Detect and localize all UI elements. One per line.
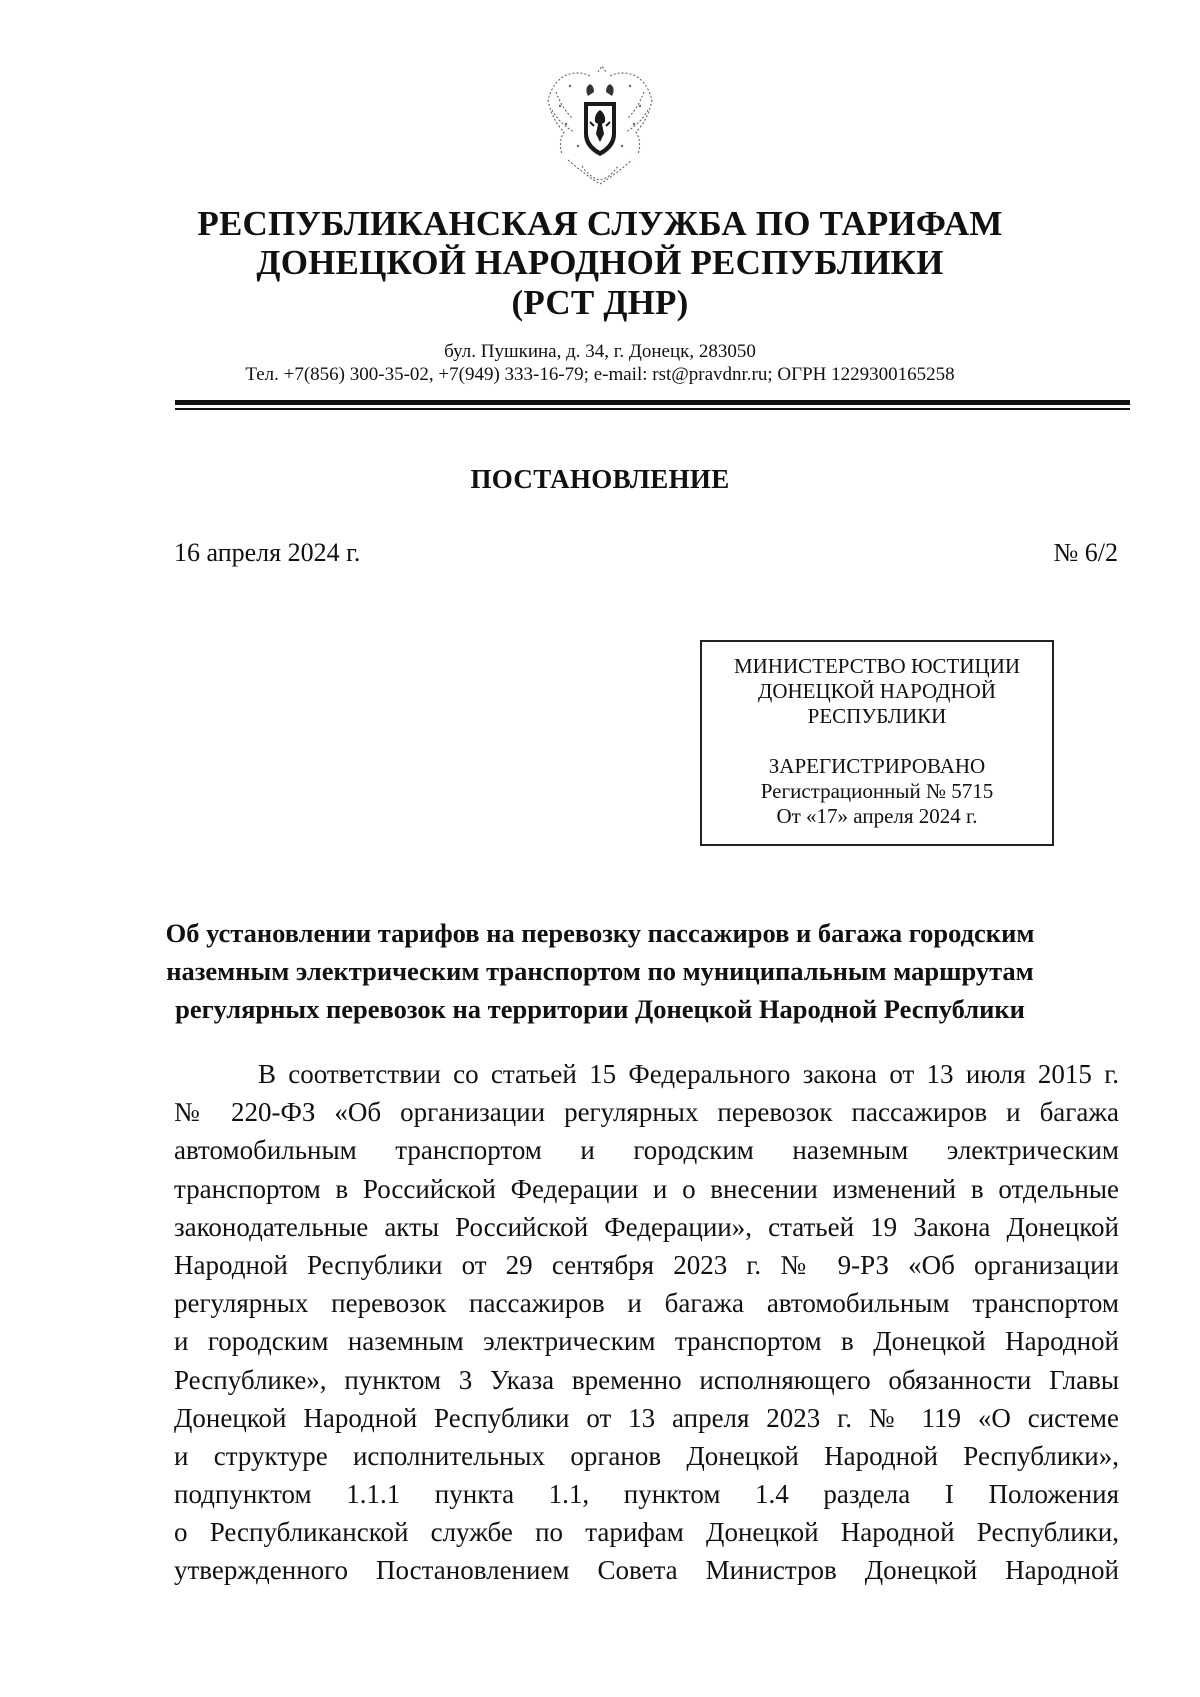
stamp-registration-number: Регистрационный № 5715: [760, 779, 994, 803]
subject-line: Об установлении тарифов на перевозку пассажиров и багажа городским: [165, 918, 1035, 948]
document-subject: [150, 914, 1050, 1028]
stamp-registered-label: ЗАРЕГИСТРИРОВАНО: [768, 754, 986, 778]
body-line: о Республиканской службе по тарифам Донецкой Народной Республики,: [174, 1517, 1119, 1548]
body-line: утвержденного Постановлением Совета Министров Донецкой Народной: [174, 1555, 1119, 1586]
subject-line: регулярных перевозок на территории Донецкой Народной Республики: [175, 994, 1025, 1024]
organization-name-line-2: ДОНЕЦКОЙ НАРОДНОЙ РЕСПУБЛИКИ: [256, 243, 944, 282]
organization-contacts: Тел. +7(856) 300-35-02, +7(949) 333-16-79; e-mail: rst@pravdnr.ru; ОГРН 1229300165258: [245, 364, 955, 385]
registration-stamp: [700, 640, 1054, 846]
header-divider-thin: [175, 408, 1130, 410]
coat-of-arms-icon: [538, 62, 662, 190]
body-line: автомобильным транспортом и городским наземным электрическим: [174, 1135, 1119, 1166]
body-line: Донецкой Народной Республики от 13 апреля 2023 г. № 119 «О системе: [174, 1402, 1119, 1433]
document-body: [174, 1055, 1119, 1590]
document-date: 16 апреля 2024 г.: [174, 538, 361, 567]
organization-address: бул. Пушкина, д. 34, г. Донецк, 283050: [444, 341, 756, 362]
body-line: Народной Республики от 29 сентября 2023 г. № 9-РЗ «Об организации: [174, 1249, 1119, 1280]
stamp-line: МИНИСТЕРСТВО ЮСТИЦИИ: [733, 654, 1021, 678]
body-line: транспортом в Российской Федерации и о внесении изменений в отдельные: [174, 1173, 1119, 1204]
body-line: В соответствии со статьей 15 Федерального закона от 13 июля 2015 г.: [258, 1059, 1119, 1089]
body-line: законодательные акты Российской Федерации», статьей 19 Закона Донецкой: [174, 1211, 1119, 1242]
stamp-line: РЕСПУБЛИКИ: [807, 704, 947, 728]
subject-line: наземным электрическим транспортом по муниципальным маршрутам: [166, 956, 1034, 986]
document-number: № 6/2: [1053, 538, 1118, 567]
stamp-registration-date: От «17» апреля 2024 г.: [776, 804, 978, 828]
organization-name-line-1: РЕСПУБЛИКАНСКАЯ СЛУЖБА ПО ТАРИФАМ: [197, 204, 1003, 243]
body-line: подпунктом 1.1.1 пункта 1.1, пунктом 1.4 раздела I Положения: [174, 1479, 1119, 1510]
stamp-line: ДОНЕЦКОЙ НАРОДНОЙ: [758, 679, 996, 703]
body-line: регулярных перевозок пассажиров и багажа автомобильным транспортом: [174, 1288, 1119, 1319]
body-line: и городским наземным электрическим транспортом в Донецкой Народной: [174, 1326, 1119, 1357]
body-line: и структуре исполнительных органов Донецкой Народной Республики»,: [174, 1440, 1119, 1471]
header-divider-thick: [175, 400, 1130, 405]
document-type-title: ПОСТАНОВЛЕНИЕ: [470, 464, 730, 494]
stamp-spacer: [702, 729, 1052, 754]
body-line: № 220-ФЗ «Об организации регулярных перевозок пассажиров и багажа: [174, 1097, 1119, 1128]
body-line: Республике», пунктом 3 Указа временно исполняющего обязанности Главы: [174, 1364, 1119, 1395]
organization-abbreviation: (РСТ ДНР): [511, 283, 689, 322]
